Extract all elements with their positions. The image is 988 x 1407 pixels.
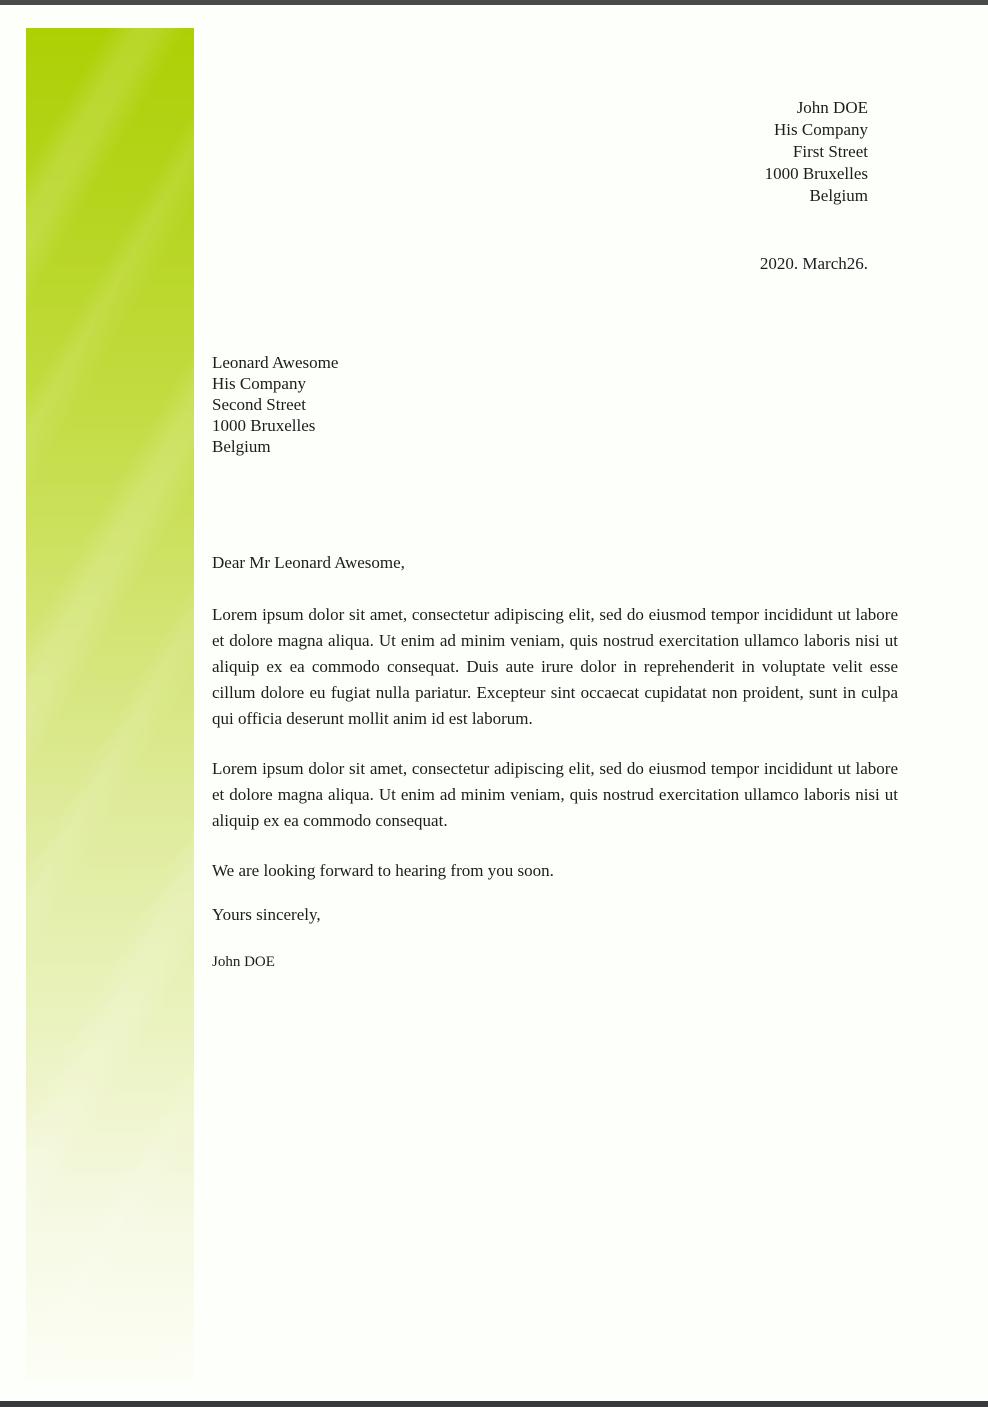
- sender-street: First Street: [792, 142, 868, 161]
- sidebar-gradient-bar: [26, 28, 194, 1380]
- letter-body: [212, 550, 898, 972]
- body-paragraph-1: Lorem ipsum dolor sit amet, consectetur adipiscing elit, sed do eiusmod tempor incididunt ut labore et dolore magna aliqua. Ut enim ad minim veniam, quis nostrud exercitation ullamco laboris nisi ut aliquip ex ea commodo consequat. Duis aute irure dolor in reprehenderit in voluptate velit esse cillum dolore eu fugiat nulla pariatur. Excepteur sint occaecat cupidatat non proident, sunt in culpa qui officia deserunt mollit anim id est laborum.: [212, 605, 898, 728]
- signature-name: John DOE: [212, 954, 275, 970]
- recipient-city: 1000 Bruxelles: [212, 416, 316, 435]
- body-paragraph-2: Lorem ipsum dolor sit amet, consectetur adipiscing elit, sed do eiusmod tempor incididunt ut labore et dolore magna aliqua. Ut enim ad minim veniam, quis nostrud exercitation ullamco laboris nisi ut aliquip ex ea commodo consequat.: [212, 759, 898, 830]
- sender-city: 1000 Bruxelles: [764, 164, 868, 183]
- recipient-country: Belgium: [212, 437, 271, 456]
- recipient-company: His Company: [212, 374, 306, 393]
- recipient-address-block: [212, 352, 338, 457]
- window-bottom-bar: [0, 1401, 988, 1407]
- date-text: 2020. March26.: [759, 254, 868, 273]
- sender-country: Belgium: [809, 186, 868, 205]
- recipient-street: Second Street: [212, 395, 306, 414]
- sender-address-block: [765, 97, 868, 207]
- closing-line: We are looking forward to hearing from you soon.: [212, 861, 554, 880]
- valediction: Yours sincerely,: [212, 905, 321, 924]
- recipient-name: Leonard Awesome: [212, 353, 339, 372]
- sender-name: John DOE: [796, 98, 868, 117]
- salutation: Dear Mr Leonard Awesome,: [212, 553, 405, 572]
- sender-company: His Company: [774, 120, 868, 139]
- window-top-bar: [0, 0, 988, 5]
